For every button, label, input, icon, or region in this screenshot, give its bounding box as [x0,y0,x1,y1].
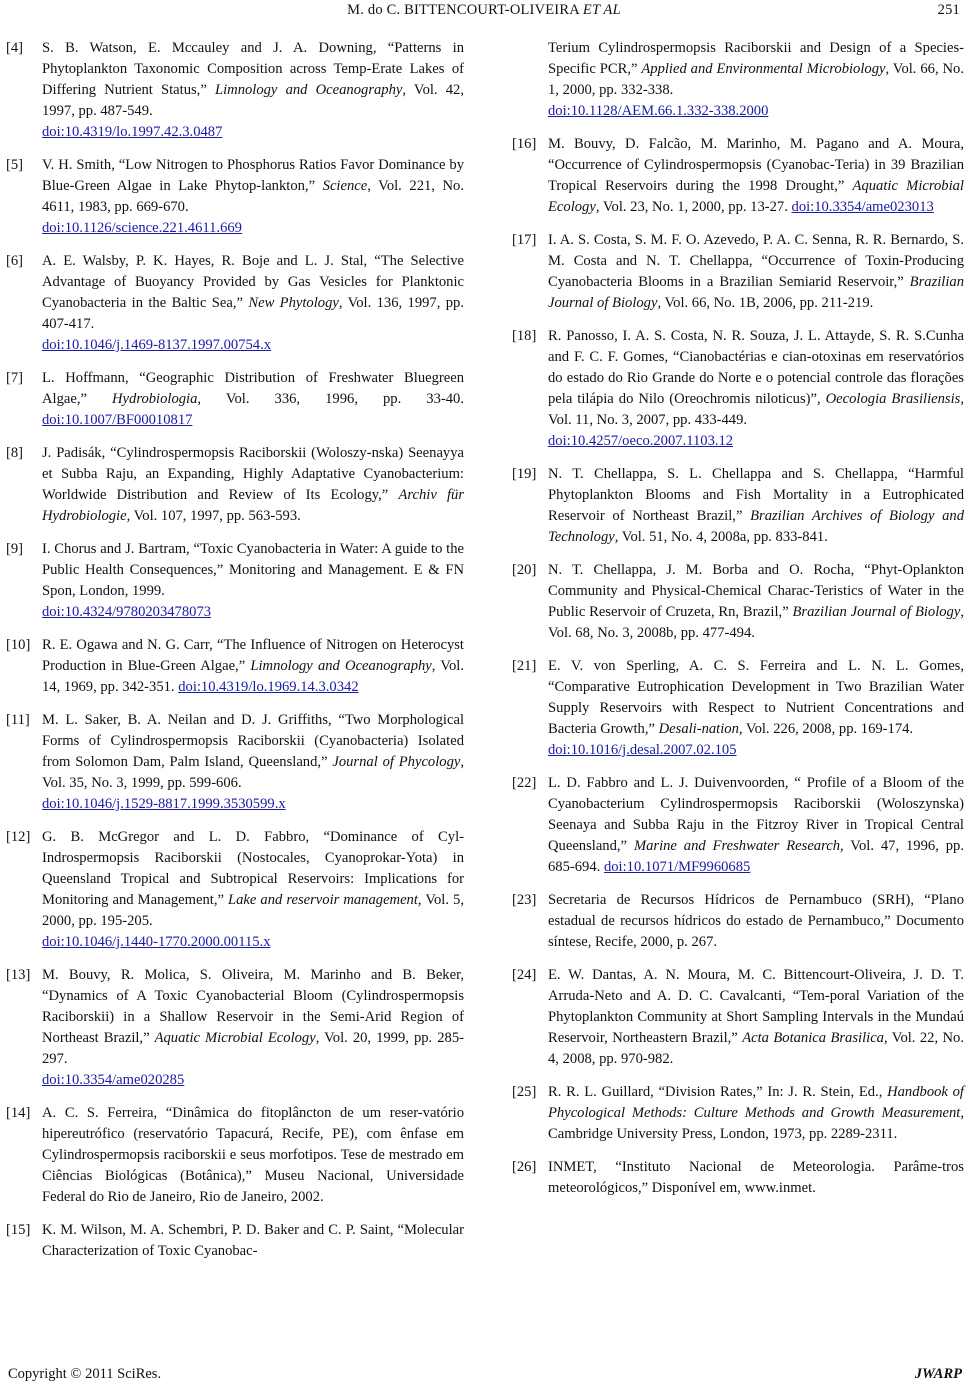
running-title [0,2,968,19]
reference-number: [24] [512,967,537,983]
reference-citation: J. Padisák, “Cylindrospermopsis Raciborskii (Woloszy-nska) Seenayya et Subba Raju, an Expanding, Highly Adaptative Cyanobacterium: Worldwide Distribution and Review of Its Ecology,” [42,445,464,503]
reference-details: , Vol. 11, No. 3, 2007, pp. 433-449. [548,391,964,428]
reference-source: Applied and Environmental Microbiology [641,61,886,77]
reference-citation: M. L. Saker, B. A. Neilan and D. J. Griffiths, “Two Morphological Forms of Cylindrospermopsis Raciborskii (Cyanobacteria) Isolated from Solomon Dam, Palm Island, Queensland,” [42,712,464,770]
reference-number: [10] [6,637,31,653]
reference-entry [6,1103,464,1208]
reference-source: Acta Botanica Brasilica [742,1030,884,1046]
reference-source: Archiv für Hydrobiologie [42,487,464,524]
reference-number: [20] [512,562,537,578]
reference-citation: N. T. Chellappa, S. L. Chellappa and S. Chellappa, “Harmful Phytoplankton Blooms and Fish Mortality in a Eutrophicated Reservoir of Northeast Brazil,” [548,466,964,524]
reference-entry [512,38,964,122]
reference-entry [6,251,464,356]
page-number: 251 [937,2,960,18]
reference-source: Aquatic Microbial Ecology [154,1030,316,1046]
reference-text [548,136,964,215]
reference-text [548,328,964,452]
reference-citation: R. R. L. Guillard, “Division Rates,” In: J. R. Stein, Ed., [548,1084,888,1100]
reference-text [548,232,964,311]
reference-details: , Vol. 5, 2000, pp. 195-205. [42,892,464,929]
reference-source: New Phytology [248,295,339,311]
reference-citation: V. H. Smith, “Low Nitrogen to Phosphorus Ratios Favor Dominance by Blue-Green Algae in Lake Phytop-lankton,” [42,157,464,194]
reference-text [42,1222,464,1259]
reference-source: Oecologia Brasiliensis [825,391,961,407]
reference-source: Handbook of Phycological Methods: Culture Methods and Growth Measurement [548,1084,964,1121]
doi-link[interactable]: doi:10.1046/j.1469-8137.1997.00754.x [42,337,272,353]
doi-link[interactable]: doi:10.1046/j.1440-1770.2000.00115.x [42,934,271,950]
reference-citation: L. Hoffmann, “Geographic Distribution of Freshwater Bluegreen Algae,” [42,370,464,407]
reference-entry [512,560,964,644]
reference-text [548,775,964,875]
journal-abbrev: JWARP [914,1366,962,1382]
reference-details: , Vol. 23, No. 1, 2000, pp. 13-27. [595,199,792,215]
reference-number: [13] [6,967,31,983]
reference-entry [6,368,464,431]
doi-link[interactable]: doi:10.4319/lo.1997.42.3.0487 [42,124,223,140]
reference-number: [19] [512,466,537,482]
reference-text [548,892,964,950]
reference-text [42,829,464,953]
reference-text [548,1084,964,1142]
reference-details: , Vol. 51, No. 4, 2008a, pp. 833-841. [614,529,828,545]
reference-number: [9] [6,541,24,557]
doi-link[interactable]: doi:10.1071/MF9960685 [603,859,751,875]
reference-number: [22] [512,775,537,791]
reference-entry [6,827,464,953]
reference-number: [7] [6,370,24,386]
reference-citation: E. W. Dantas, A. N. Moura, M. C. Bittencourt-Oliveira, J. D. T. Arruda-Neto and A. D. C. Cavalcanti, “Tem-poral Variation of the Phytoplankton Community at Short Sampling Intervals in the Mundaú Reservoir, Northeastern Brazil,” [548,967,964,1046]
reference-source: Brazilian Archives of Biology and Technology [548,508,964,545]
reference-citation: Secretaria de Recursos Hídricos de Pernambuco (SRH), “Plano estadual de recursos hídricos do estado de Pernambuco,” Documento síntese, Recife, 2000, p. 267. [548,892,964,950]
reference-text [42,253,464,356]
reference-entry [512,1082,964,1145]
reference-number: [6] [6,253,24,269]
reference-details: , Vol. 35, No. 3, 1999, pp. 599-606. [42,754,464,791]
reference-entry [512,134,964,218]
reference-source: Journal of Phycology [332,754,461,770]
doi-link[interactable]: doi:10.1126/science.221.4611.669 [42,220,242,236]
reference-details: , Vol. 66, No. 1, 2000, pp. 332-338. [548,61,964,98]
reference-number: [11] [6,712,30,728]
doi-link[interactable]: doi:10.1007/BF00010817 [42,412,193,428]
reference-source: Lake and reservoir management [228,892,418,908]
reference-entry [6,965,464,1091]
references-right-column [512,38,964,1211]
reference-entry [512,326,964,452]
reference-text [42,541,464,623]
reference-details: Vol. 336, 1996, pp. 33-40. [201,391,464,407]
reference-details: , Vol. 47, 1996, pp. 685-694. [548,838,964,875]
copyright-notice: Copyright © 2011 SciRes. [8,1366,162,1382]
doi-link[interactable]: doi:10.3354/ame023013 [791,199,934,215]
reference-number: [23] [512,892,537,908]
reference-citation: M. Bouvy, R. Molica, S. Oliveira, M. Marinho and B. Beker, “Dynamics of A Toxic Cyanobacterial Bloom (Cylindrospermopsis Raciborskii) in a Shallow Reservoir in the Semi-Arid Region of Northeast Brazil,” [42,967,464,1046]
reference-details: , Vol. 42, 1997, pp. 487-549. [42,82,464,119]
reference-number: [17] [512,232,537,248]
reference-entry [512,773,964,878]
reference-citation: L. D. Fabbro and L. J. Duivenvoorden, “ Profile of a Bloom of the Cyanobacterium Cylindrospermopsis Raciborskii (Woloszynska) Seenaya and Subba Raju in the Fitzroy River in Tropical Central Queensland,” [548,775,964,854]
reference-source: Desali-nation [658,721,739,737]
reference-number: [14] [6,1105,31,1121]
doi-link[interactable]: doi:10.4257/oeco.2007.1103.12 [548,433,734,449]
reference-text [42,445,464,524]
reference-source: Brazilian Journal of Biology [792,604,961,620]
reference-text [548,967,964,1067]
running-et-al: ET AL [582,2,621,18]
reference-text [548,40,964,122]
reference-text [548,1159,964,1196]
reference-entry [6,155,464,239]
reference-entry [6,1220,464,1262]
reference-source: Limnology and Oceanography [214,82,403,98]
reference-details: , Vol. 136, 1997, pp. 407-417. [42,295,464,332]
reference-entry [6,38,464,143]
running-author: M. do C. BITTENCOURT-OLIVEIRA [347,2,580,18]
reference-source: Marine and Freshwater Research [633,838,841,854]
reference-text [548,658,964,761]
reference-source: Hydrobiologia, [112,391,202,407]
doi-link[interactable]: doi:10.1046/j.1529-8817.1999.3530599.x [42,796,286,812]
reference-number: [26] [512,1159,537,1175]
reference-text [42,1105,464,1205]
reference-details: , Vol. 68, No. 3, 2008b, pp. 477-494. [548,604,964,641]
reference-text [42,967,464,1091]
reference-details: , Vol. 14, 1969, pp. 342-351. [42,658,464,695]
reference-number: [16] [512,136,537,152]
doi-link[interactable]: doi:10.4319/lo.1969.14.3.0342 [178,679,359,695]
reference-details: , Vol. 22, No. 4, 2008, pp. 970-982. [548,1030,964,1067]
reference-details: , Vol. 107, 1997, pp. 563-593. [126,508,301,524]
reference-text [548,562,964,641]
reference-text [42,637,464,695]
reference-entry [6,635,464,698]
reference-text [42,40,464,143]
reference-text [548,466,964,545]
reference-number: [5] [6,157,24,173]
reference-entry [6,710,464,815]
reference-citation: I. Chorus and J. Bartram, “Toxic Cyanobacteria in Water: A guide to the Public Health Consequences,” Monitoring and Management. E & FN Spon, London, 1999. [42,541,464,599]
reference-number: [15] [6,1222,31,1238]
reference-details: , Cambridge University Press, London, 1973, pp. 2289-2311. [548,1105,964,1142]
doi-link[interactable]: doi:10.3354/ame020285 [42,1072,185,1088]
reference-citation: K. M. Wilson, M. A. Schembri, P. D. Baker and C. P. Saint, “Molecular Characterization of Toxic Cyanobac- [42,1222,464,1259]
reference-entry [6,539,464,623]
doi-link[interactable]: doi:10.4324/9780203478073 [42,604,212,620]
doi-link[interactable]: doi:10.1128/AEM.66.1.332-338.2000 [548,103,769,119]
reference-text [42,712,464,815]
running-head [0,2,968,24]
reference-entry [512,890,964,953]
reference-entry [6,443,464,527]
doi-link[interactable]: doi:10.1016/j.desal.2007.02.105 [548,742,737,758]
reference-citation: INMET, “Instituto Nacional de Meteorologia. Parâme-tros meteorológicos,” Disponível em, www.inmet. [548,1159,964,1196]
reference-source: Aquatic Microbial Ecology [548,178,964,215]
reference-number: [8] [6,445,24,461]
reference-citation: A. E. Walsby, P. K. Hayes, R. Boje and L. J. Stal, “The Selective Advantage of Buoyancy Provided by Gas Vesicles for Planktonic Cyanobacteria in the Baltic Sea,” [42,253,464,311]
reference-citation: N. T. Chellappa, J. M. Borba and O. Rocha, “Phyt-Oplankton Community and Physical-Chemical Charac-Teristics of Water in the Public Reservoir of Cruzeta, Rn, Brazil,” [548,562,964,620]
reference-citation: R. Panosso, I. A. S. Costa, N. R. Souza, J. L. Attayde, S. R. S.Cunha and F. C. F. Gomes, “Cianobactérias e cian-otoxinas em reservatórios do estado do Rio Grande do Norte e o potencial controle das florações pela tilápia do Nilo (Oreochromis niloticus)”, [548,328,964,407]
reference-number: [21] [512,658,537,674]
reference-details: , Vol. 66, No. 1B, 2006, pp. 211-219. [657,295,874,311]
reference-citation: E. V. von Sperling, A. C. S. Ferreira and L. N. L. Gomes, “Comparative Eutrophication Development in Two Brazilian Water Supply Reservoirs with Respect to Nutrient Concentrations and Bacteria Growth,” [548,658,964,737]
reference-details: , Vol. 20, 1999, pp. 285-297. [42,1030,464,1067]
reference-entry [512,464,964,548]
reference-details: , Vol. 221, No. 4611, 1983, pp. 669-670. [42,178,464,215]
reference-citation: Terium Cylindrospermopsis Raciborskii and Design of a Species-Specific PCR,” [548,40,964,77]
reference-source: Science [322,178,368,194]
reference-text [42,370,464,428]
reference-number: [12] [6,829,31,845]
reference-details: , Vol. 226, 2008, pp. 169-174. [738,721,914,737]
reference-number: [4] [6,40,24,56]
reference-text [42,157,464,239]
reference-entry [512,965,964,1070]
references-left-column [6,38,464,1274]
reference-number: [18] [512,328,537,344]
reference-entry [512,1157,964,1199]
reference-citation: M. Bouvy, D. Falcão, M. Marinho, M. Pagano and A. Moura, “Occurrence of Cylindrospermopsis (Cyanobac-Teria) in 39 Brazilian Tropical Reservoirs during the 1998 Drought,” [548,136,964,194]
reference-citation: I. A. S. Costa, S. M. F. O. Azevedo, P. A. C. Senna, R. R. Bernardo, S. M. Costa and N. T. Chellappa, “Occurrence of Toxin-Producing Cyanobacteria Blooms in a Brazilian Semiarid Reservoir,” [548,232,964,290]
reference-citation: G. B. McGregor and L. D. Fabbro, “Dominance of Cyl-Indrospermopsis Raciborskii (Nostocales, Cyanoprokar-Yota) in Queensland Tropical and Subtropical Reservoirs: Implications for Monitoring and Management,” [42,829,464,908]
reference-source: Limnology and Oceanography [250,658,432,674]
reference-number: [25] [512,1084,537,1100]
reference-citation: R. E. Ogawa and N. G. Carr, “The Influence of Nitrogen on Heterocyst Production in Blue-Green Algae,” [42,637,464,674]
reference-citation: A. C. S. Ferreira, “Dinâmica do fitoplâncton de um reser-vatório hipereutrófico (reservatório Tapacurá, Recife, PE), com ênfase em Cylindrospermopsis raciborskii e seus morfotipos. Tese de mestrado em Ciências Biológicas (Botânica),” Museu Nacional, Universidade Federal do Rio de Janeiro, Rio de Janeiro, 2002. [42,1105,464,1205]
reference-source: Brazilian Journal of Biology [548,274,964,311]
reference-entry [512,230,964,314]
reference-entry [512,656,964,761]
reference-citation: S. B. Watson, E. Mccauley and J. A. Downing, “Patterns in Phytoplankton Taxonomic Composition across Temp-Erate Lakes of Differing Nutrient Status,” [42,40,464,98]
